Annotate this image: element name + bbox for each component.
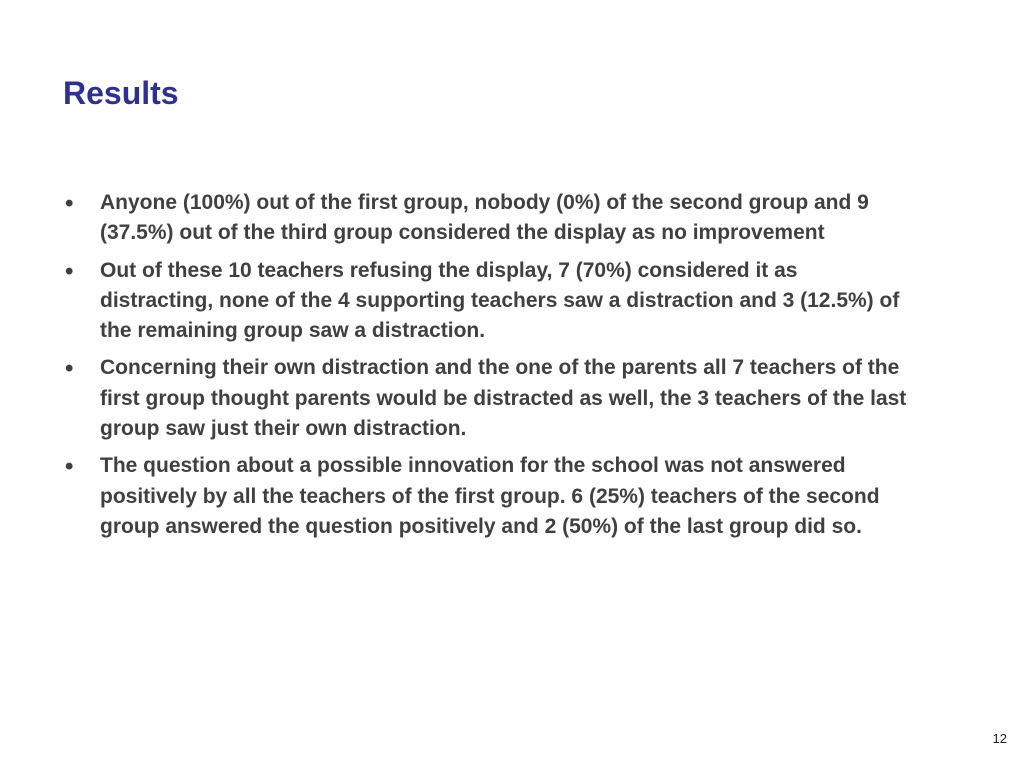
bullet-list	[58, 188, 908, 549]
bullet-dot-icon: •	[65, 257, 74, 285]
bullet-text: Concerning their own distraction and the one of the parents all 7 teachers of the first group thought parents would be distracted as well, the 3 teachers of the last group saw just their own distraction.	[100, 356, 907, 441]
slide-title: Results	[63, 75, 179, 111]
bullet-item	[58, 256, 908, 347]
bullet-item	[58, 353, 908, 444]
bullet-text: Out of these 10 teachers refusing the display, 7 (70%) considered it as distracting, none of the 4 supporting teachers saw a distraction and 3 (12.5%) of the remaining group saw a distraction.	[100, 258, 900, 343]
bullet-dot-icon: •	[65, 190, 74, 217]
bullet-item	[58, 451, 908, 542]
bullet-item	[58, 188, 908, 249]
page-number: 12	[992, 731, 1007, 746]
bullet-dot-icon: •	[65, 453, 74, 481]
bullet-text: The question about a possible innovation for the school was not answered positively by all the teachers of the first group. 6 (25%) teachers of the second group answered the question positively and 2 (50%) of the last group did so.	[100, 454, 880, 538]
bullet-dot-icon: •	[65, 355, 74, 383]
bullet-text: Anyone (100%) out of the first group, nobody (0%) of the second group and 9 (37.5%) out of the third group considered the display as no improvement	[100, 191, 869, 245]
